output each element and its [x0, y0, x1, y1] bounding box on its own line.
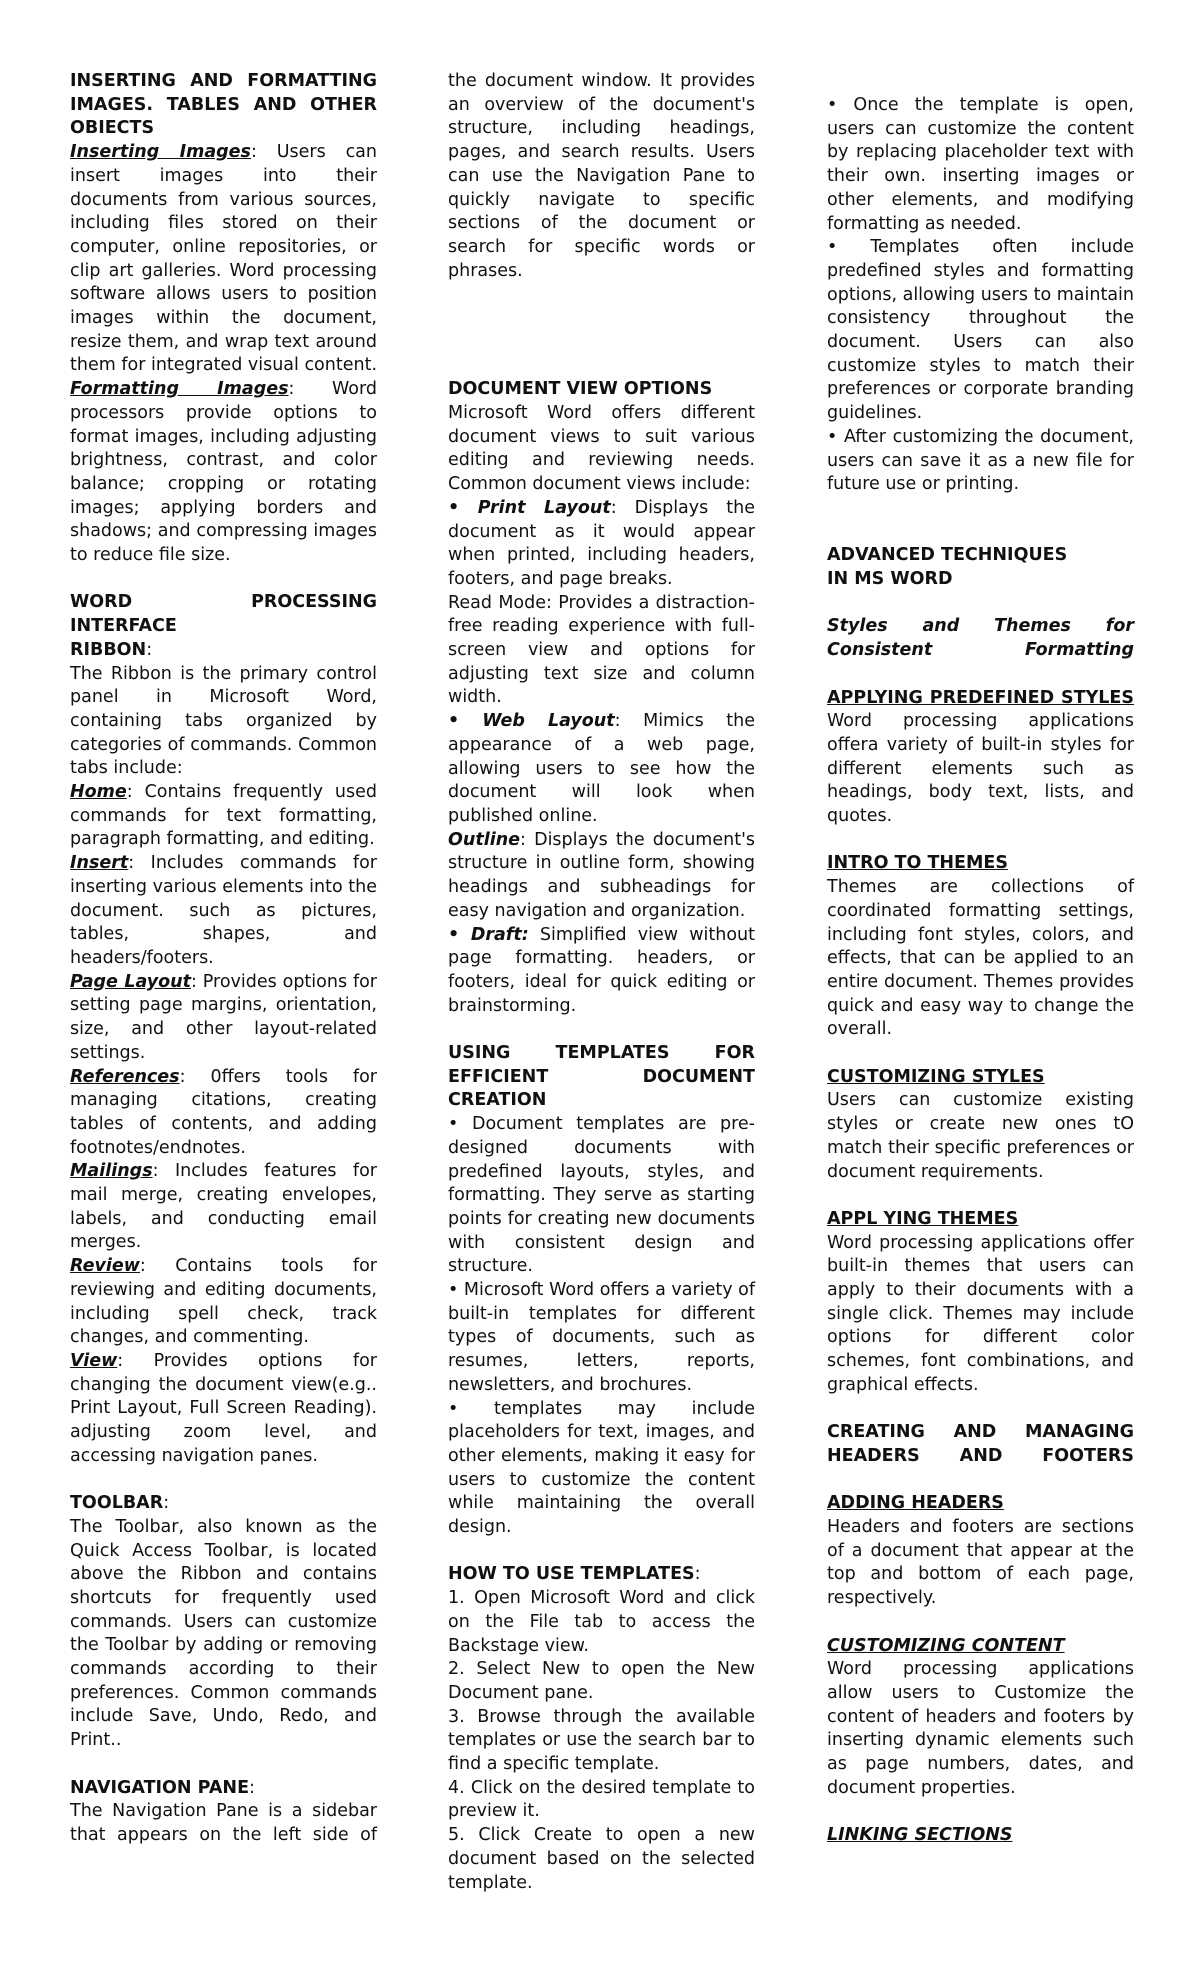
howto-heading-line — [448, 1563, 755, 1587]
print-layout-text: : Displays the document as it would appear when printed, including headers, footers, and page breaks. — [448, 497, 755, 589]
nav-heading-line — [70, 1777, 377, 1801]
tab-view-label: View — [70, 1350, 118, 1371]
tab-insert-label: Insert — [70, 853, 129, 874]
inserting-images-paragraph — [70, 141, 377, 378]
images-heading: INSERTING AND FORMATTING IMAGES. TABLES AND OTHER OBIECTS — [70, 71, 377, 139]
web-layout-paragraph — [448, 710, 755, 829]
tab-page-layout-paragraph — [70, 971, 377, 1066]
howto-step-2: 2. Select New to open the New Document pane. — [448, 1659, 755, 1703]
template-tip-1: • Once the template is open, users can customize the content by replacing placeholder text with their own. inserting images or other elements, and modifying formatting as needed. — [827, 95, 1134, 234]
nav-continued-text: the document window. It provides an overview of the document's structure, including headings, pages, and search results. Users can use the Navigation Pane to quickly navigate to specific sections of the document or search for specific words or phrases. — [448, 71, 755, 281]
linking-sections-heading: LINKING SECTIONS — [827, 1825, 1013, 1846]
styles-themes-subheading: Styles and Themes for Consistent Formatting — [827, 616, 1134, 661]
column-1 — [70, 70, 377, 1848]
tab-references-paragraph — [70, 1066, 377, 1161]
nav-heading: NAVIGATION PANE — [70, 1777, 250, 1798]
template-tip-2: • Templates often include predefined styles and formatting options, allowing users to maintain consistency throughout the document. Users can also customize styles to match their preferences or corporate branding guidelines. — [827, 237, 1134, 424]
tab-home-paragraph — [70, 781, 377, 852]
formatting-images-paragraph — [70, 378, 377, 568]
tab-mailings-label: Mailings — [70, 1161, 153, 1182]
view-options-heading: DOCUMENT VIEW OPTIONS — [448, 379, 713, 400]
draft-paragraph — [448, 924, 755, 1019]
advanced-heading-1: ADVANCED TECHNIQUES — [827, 545, 1068, 566]
nav-colon: : — [249, 1777, 255, 1798]
intro-themes-heading: INTRO TO THEMES — [827, 853, 1008, 874]
adding-headers-heading: ADDING HEADERS — [827, 1493, 1004, 1514]
headers-footers-heading: CREATING AND MANAGING HEADERS AND FOOTERS — [827, 1422, 1134, 1466]
template-tip-3: • After customizing the document, users can save it as a new file for future use or printing. — [827, 426, 1134, 495]
inserting-images-label: Inserting Images — [70, 142, 251, 163]
ribbon-text: The Ribbon is the primary control panel in Microsoft Word, containing tabs organized by categories of commands. Common tabs include: — [70, 663, 377, 779]
tab-review-paragraph — [70, 1255, 377, 1350]
column-3 — [827, 94, 1134, 1848]
tab-references-text: : 0ffers tools for managing citations, creating tables of contents, and adding footnotes/endnotes. — [70, 1066, 377, 1158]
howto-heading: HOW TO USE TEMPLATES — [448, 1564, 695, 1585]
toolbar-heading-line — [70, 1492, 377, 1516]
howto-step-3: 3. Browse through the available templates or use the search bar to find a specific template. — [448, 1706, 755, 1775]
templates-heading: USING TEMPLATES FOR EFFICIENT DOCUMENT — [448, 1043, 755, 1087]
draft-text: Simplified view without page formatting. headers, or footers, ideal for quick editing or brainstorming. — [448, 924, 755, 1016]
howto-colon: : — [694, 1564, 701, 1585]
web-bullet: • — [448, 711, 483, 732]
intro-themes-text: Themes are collections of coordinated formatting settings, including font styles, colors, and effects, that can be applied to an entire document. Themes provides quick and easy way to change the overall. — [827, 877, 1134, 1040]
tab-home-label: Home — [70, 782, 127, 803]
draft-label: Draft: — [470, 924, 529, 945]
formatting-images-label: Formatting Images — [70, 379, 289, 400]
toolbar-colon: : — [163, 1493, 170, 1514]
ribbon-heading-line — [70, 639, 377, 663]
print-layout-label: Print Layout — [477, 497, 611, 518]
tab-mailings-paragraph — [70, 1160, 377, 1255]
customizing-content-heading: CUSTOMIZING CONTENT — [827, 1635, 1065, 1656]
tab-review-text: : Contains tools for reviewing and editing documents, including spell check, track changes, and commenting. — [70, 1256, 377, 1348]
applying-styles-text: Word processing applications offera variety of built-in styles for different elements such as headings, body text, lists, and quotes. — [827, 711, 1134, 827]
templates-bullet-1: • Document templates are pre-designed documents with predefined layouts, styles, and formatting. They serve as starting points for creating new documents with consistent design and structure. — [448, 1114, 755, 1277]
draft-bullet: • — [448, 924, 471, 945]
adding-headers-text: Headers and footers are sections of a document that appear at the top and bottom of each page, respectively. — [827, 1517, 1134, 1609]
tab-view-paragraph — [70, 1350, 377, 1469]
formatting-images-text: : Word processors provide options to format images, including adjusting brightness, contrast, and color balance; cropping or rotating images; applying borders and shadows; and compressing images to reduce file size. — [70, 379, 377, 566]
howto-step-5: 5. Click Create to open a new document based on the selected template. — [448, 1825, 755, 1893]
tab-view-text: : Provides options for changing the document view(e.g.. Print Layout, Full Screen Reading). adjusting zoom level, and accessing navigation panes. — [70, 1350, 377, 1466]
templates-heading-last: CREATION — [448, 1090, 547, 1111]
applying-themes-text: Word processing applications offer built-in themes that users can apply to their documents with a single click. Themes may include options for different color schemes, font combinations, and graphical effects. — [827, 1232, 1134, 1395]
outline-text: : Displays the document's structure in outline form, showing headings and subheadings for easy navigation and organization. — [448, 829, 755, 921]
ribbon-heading: RIBBON — [70, 639, 147, 660]
web-layout-text: : Mimics the appearance of a web page, allowing users to see how the document will look when published online. — [448, 711, 755, 826]
tab-insert-paragraph — [70, 852, 377, 971]
outline-paragraph — [448, 829, 755, 924]
applying-styles-heading: APPLYING PREDEFINED STYLES — [827, 687, 1134, 708]
howto-step-1: 1. Open Microsoft Word and click on the File tab to access the Backstage view. — [448, 1588, 755, 1656]
customizing-content-text: Word processing applications allow users to Customize the content of headers and footers by inserting dynamic elements such as page numbers, dates, and document properties. — [827, 1659, 1134, 1798]
ribbon-colon: : — [146, 639, 153, 660]
advanced-heading-2: IN MS WORD — [827, 569, 953, 590]
tab-home-text: : Contains frequently used commands for text formatting, paragraph formatting, and editing. — [70, 782, 377, 850]
view-intro-text: Microsoft Word offers different document views to suit various editing and reviewing needs. Common document views include: — [448, 403, 755, 495]
column-2 — [448, 70, 755, 1895]
print-bullet: • — [448, 497, 478, 518]
howto-step-4: 4. Click on the desired template to preview it. — [448, 1777, 755, 1822]
tab-page-layout-label: Page Layout — [70, 971, 191, 992]
templates-bullet-2: • Microsoft Word offers a variety of built-in templates for different types of documents, such as resumes, letters, reports, newsletters, and brochures. — [448, 1280, 755, 1395]
web-layout-label: Web Layout — [482, 711, 615, 732]
tab-page-layout-text: : Provides options for setting page margins, orientation, size, and other layout-related settings. — [70, 971, 378, 1063]
tab-mailings-text: : Includes features for mail merge, creating envelopes, labels, and conducting email merges. — [70, 1161, 377, 1253]
templates-bullet-3: • templates may include placeholders for text, images, and other elements, making it easy for users to customize the content while maintaining the overall design. — [448, 1398, 755, 1538]
tab-insert-text: : Includes commands for inserting various elements into the document. such as pictures, tables, shapes, and headers/footers. — [70, 853, 377, 968]
applying-themes-heading: APPL YING THEMES — [827, 1208, 1019, 1229]
word-interface-heading: WORD PROCESSING INTERFACE — [70, 592, 377, 637]
nav-text: The Navigation Pane is a sidebar that appears on the left side of — [70, 1801, 377, 1845]
customizing-styles-heading: CUSTOMIZING STYLES — [827, 1066, 1045, 1087]
customizing-styles-text: Users can customize existing styles or create new ones tO match their specific preferences or document requirements. — [827, 1090, 1134, 1182]
read-mode-paragraph: Read Mode: Provides a distraction-free reading experience with full-screen view and options for adjusting text size and column width. — [448, 592, 755, 708]
tab-references-label: References — [70, 1066, 180, 1087]
outline-label: Outline — [448, 829, 521, 850]
toolbar-text: The Toolbar, also known as the Quick Access Toolbar, is located above the Ribbon and contains shortcuts for frequently used commands. Users can customize the Toolbar by adding or removing commands according to their preferences. Common commands include Save, Undo, Redo, and Print.. — [70, 1516, 377, 1751]
toolbar-heading: TOOLBAR — [70, 1493, 164, 1514]
inserting-images-text: : Users can insert images into their documents from various sources, including files stored on their computer, online repositories, or clip art galleries. Word processing software allows users to position images within the document, resize them, and wrap text around them for integrated visual content. — [70, 142, 378, 376]
tab-review-label: Review — [70, 1256, 140, 1277]
print-layout-paragraph — [448, 497, 755, 592]
